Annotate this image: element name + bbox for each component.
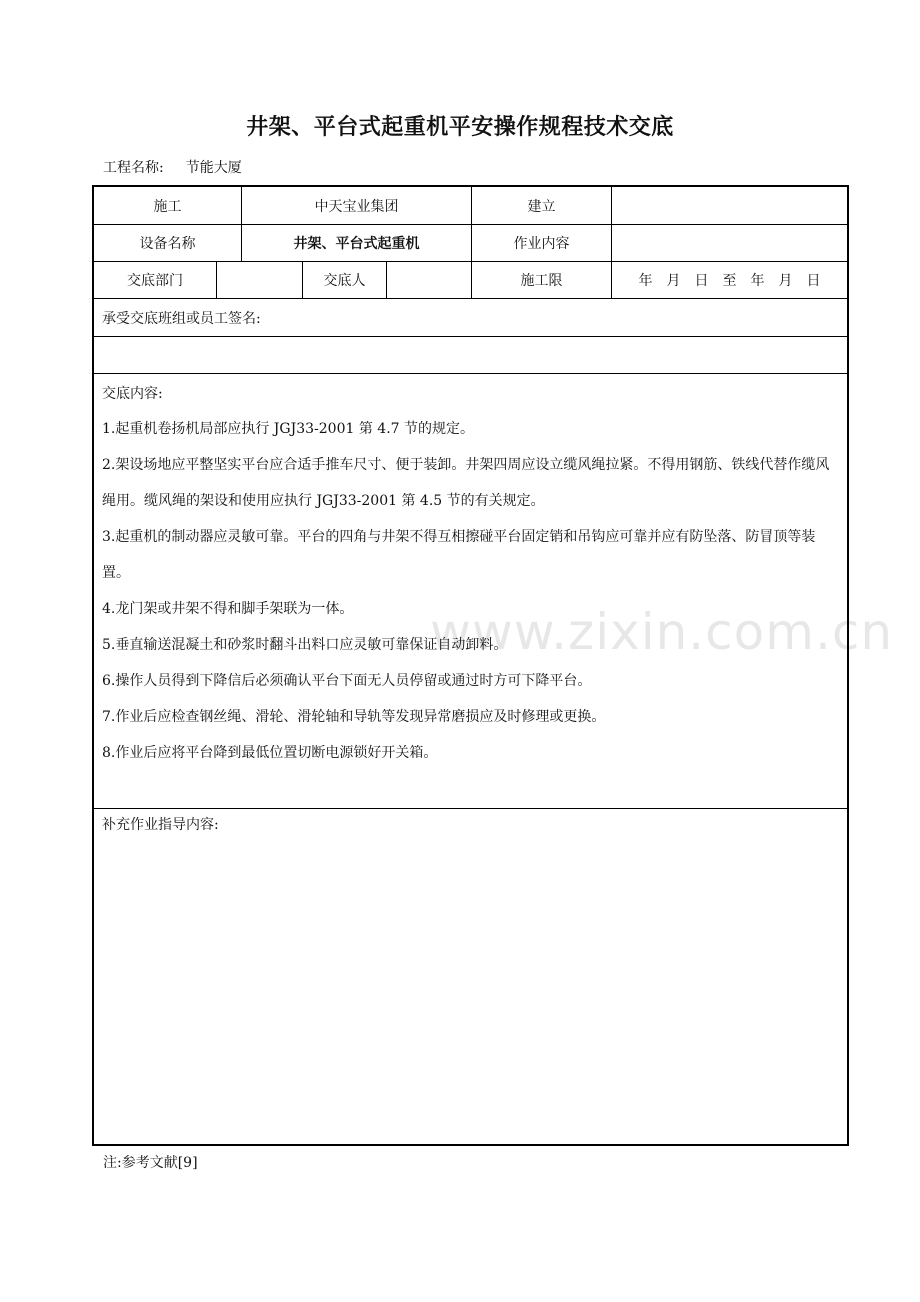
department-label: 交底部门 [127, 272, 183, 289]
date-year-start: 年 [638, 272, 653, 289]
department-value [217, 261, 302, 298]
content-item: 5.垂直输送混凝土和砂浆时翻斗出料口应灵敏可靠保证自动卸料。 [102, 637, 508, 653]
signature-label: 承受交底班组或员工签名: [102, 311, 261, 327]
construction-period-dates [612, 261, 847, 298]
date-month-end: 月 [778, 272, 793, 289]
build-value [612, 187, 847, 224]
project-name-line [103, 157, 242, 177]
construction-period-label: 施工限 [520, 272, 563, 289]
supplement-label: 补充作业指导内容: [102, 817, 219, 833]
work-content-value [612, 224, 847, 261]
project-name-label: 工程名称: [103, 160, 164, 176]
discloser-value [387, 261, 471, 298]
build-label: 建立 [527, 198, 556, 215]
content-item: 3.起重机的制动器应灵敏可靠。平台的四角与井架不得互相擦碰平台固定销和吊钩应可靠并应有防坠落、防冒顶等装置。 [102, 529, 816, 581]
date-day-end: 日 [806, 272, 821, 289]
work-content-label: 作业内容 [513, 235, 570, 252]
content-item: 2.架设场地应平整坚实平台应合适手推车尺寸、便于装卸。井架四周应设立缆风绳拉紧。不得用钢筋、铁线代替作缆风绳用。缆风绳的架设和使用应执行 JGJ33-2001 第 4.5 节的有关规定。 [102, 457, 830, 509]
date-day-start: 日 [694, 272, 709, 289]
content-item: 7.作业后应检查钢丝绳、滑轮、滑轮轴和导轨等发现异常磨损应及时修理或更换。 [102, 709, 606, 725]
footnote: 注:参考文献[9] [103, 1155, 198, 1171]
content-item: 1.起重机卷扬机局部应执行 JGJ33-2001 第 4.7 节的规定。 [102, 421, 475, 437]
content-item: 4.龙门架或井架不得和脚手架联为一体。 [102, 601, 354, 617]
date-to: 至 [722, 272, 737, 289]
document-title: 井架、平台式起重机平安操作规程技术交底 [246, 115, 674, 140]
watermark: www.zixin.com.cn [430, 603, 894, 661]
equipment-name-label: 设备名称 [139, 235, 196, 252]
disclosure-table [92, 185, 849, 1146]
construction-unit-value: 中天宝业集团 [314, 198, 399, 215]
construction-label: 施工 [153, 198, 182, 215]
content-label: 交底内容: [102, 386, 163, 402]
date-year-end: 年 [750, 272, 765, 289]
content-item: 6.操作人员得到下降信后必须确认平台下面无人员停留或通过时方可下降平台。 [102, 673, 592, 689]
date-month-start: 月 [666, 272, 681, 289]
equipment-name-value: 井架、平台式起重机 [293, 235, 420, 252]
content-item: 8.作业后应将平台降到最低位置切断电源锁好开关箱。 [102, 745, 438, 761]
project-name-value: 节能大厦 [185, 160, 242, 176]
discloser-label: 交底人 [323, 272, 366, 289]
